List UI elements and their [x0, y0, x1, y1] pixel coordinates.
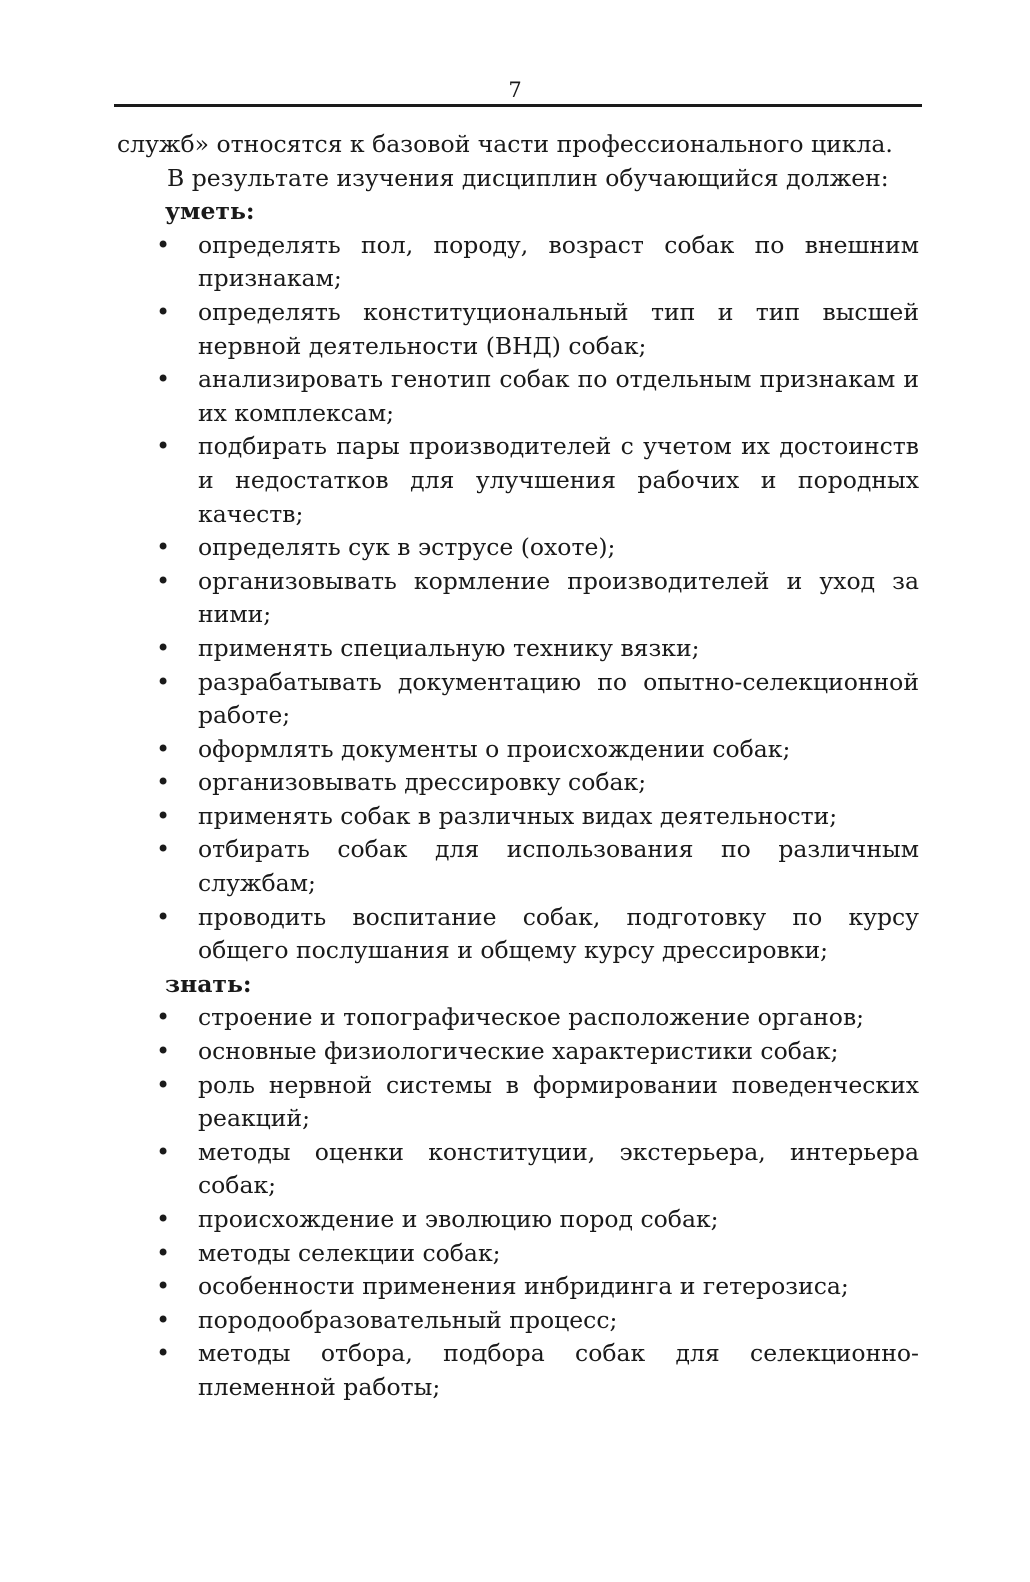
list-item-text: определять конституциональный тип и тип высшей нервной деятельности (ВНД) собак;: [198, 297, 919, 360]
header-rule: [114, 104, 922, 107]
lead-paragraph: В результате изучения дисциплин обучающийся должен:: [167, 163, 889, 192]
bullet-icon: •: [156, 1037, 171, 1066]
bullet-icon: •: [156, 533, 171, 562]
bullet-icon: •: [156, 566, 171, 595]
list-item: [117, 363, 919, 430]
skills-list: [117, 229, 919, 968]
list-item: [117, 1035, 919, 1069]
list-item: [117, 666, 919, 733]
list-item: [117, 430, 919, 531]
list-item-text: породообразовательный процесс;: [198, 1305, 618, 1334]
list-item-text: определять сук в эструсе (охоте);: [198, 533, 616, 562]
bullet-icon: •: [156, 801, 171, 830]
knowledge-heading: знать:: [165, 969, 252, 998]
list-item-text: организовывать кормление производителей и уход за ними;: [198, 566, 919, 629]
list-item-text: проводить воспитание собак, подготовку по курсу общего послушания и общему курсу дрессировки;: [198, 902, 919, 965]
bullet-icon: •: [156, 667, 171, 696]
list-item: [117, 296, 919, 363]
list-item: [117, 1136, 919, 1203]
list-item: [117, 1304, 919, 1338]
list-item-text: строение и топографическое расположение органов;: [198, 1003, 865, 1032]
list-item: [117, 766, 919, 800]
list-item-text: разрабатывать документацию по опытно-селекционной работе;: [198, 667, 919, 730]
list-item: [117, 1069, 919, 1136]
list-item: [117, 1270, 919, 1304]
bullet-icon: •: [156, 1137, 171, 1166]
list-item-text: анализировать генотип собак по отдельным признакам и их комплексам;: [198, 365, 919, 427]
bullet-icon: •: [156, 835, 171, 864]
list-item: [117, 1337, 919, 1404]
list-item-text: методы селекции собак;: [198, 1238, 501, 1267]
bullet-icon: •: [156, 1003, 171, 1032]
list-item: [117, 901, 919, 968]
skills-heading: уметь:: [165, 197, 255, 226]
list-item: [117, 1001, 919, 1035]
list-item: [117, 800, 919, 834]
list-item-text: основные физиологические характеристики собак;: [198, 1037, 839, 1066]
list-item-text: методы отбора, подбора собак для селекционно-племенной работы;: [198, 1339, 919, 1401]
list-item-text: применять специальную технику вязки;: [198, 633, 700, 662]
page-body: [117, 128, 919, 1405]
list-item-text: происхождение и эволюцию пород собак;: [198, 1205, 719, 1233]
list-item-text: роль нервной системы в формировании поведенческих реакций;: [198, 1070, 919, 1133]
bullet-icon: •: [156, 1238, 171, 1267]
bullet-icon: •: [156, 734, 171, 763]
list-item-text: подбирать пары производителей с учетом их достоинств и недостатков для улучшения рабочих и породных качеств;: [198, 432, 919, 528]
list-item-text: отбирать собак для использования по различным службам;: [198, 835, 919, 898]
bullet-icon: •: [156, 432, 171, 461]
list-item-text: организовывать дрессировку собак;: [198, 768, 647, 797]
bullet-icon: •: [156, 297, 171, 326]
list-item-text: применять собак в различных видах деятельности;: [198, 801, 838, 830]
list-item-text: оформлять документы о происхождении собак;: [198, 734, 791, 763]
list-item-text: определять пол, породу, возраст собак по внешним признакам;: [198, 230, 919, 293]
bullet-icon: •: [156, 768, 171, 797]
continuation-paragraph: служб» относятся к базовой части профессионального цикла.: [117, 130, 893, 158]
list-item: [117, 1237, 919, 1271]
bullet-icon: •: [156, 633, 171, 662]
list-item: [117, 1203, 919, 1237]
list-item: [117, 733, 919, 767]
list-item-text: методы оценки конституции, экстерьера, интерьера собак;: [198, 1137, 919, 1200]
bullet-icon: •: [156, 1339, 171, 1368]
bullet-icon: •: [156, 1305, 171, 1334]
page-number: 7: [508, 78, 522, 102]
list-item: [117, 229, 919, 296]
bullet-icon: •: [156, 1070, 171, 1099]
bullet-icon: •: [156, 365, 171, 394]
bullet-icon: •: [156, 230, 171, 259]
list-item: [117, 632, 919, 666]
list-item: [117, 531, 919, 565]
list-item: [117, 565, 919, 632]
bullet-icon: •: [156, 902, 171, 931]
list-item-text: особенности применения инбридинга и гетерозиса;: [198, 1272, 849, 1301]
bullet-icon: •: [156, 1205, 171, 1233]
list-item: [117, 833, 919, 900]
knowledge-list: [117, 1001, 919, 1404]
bullet-icon: •: [156, 1272, 171, 1301]
